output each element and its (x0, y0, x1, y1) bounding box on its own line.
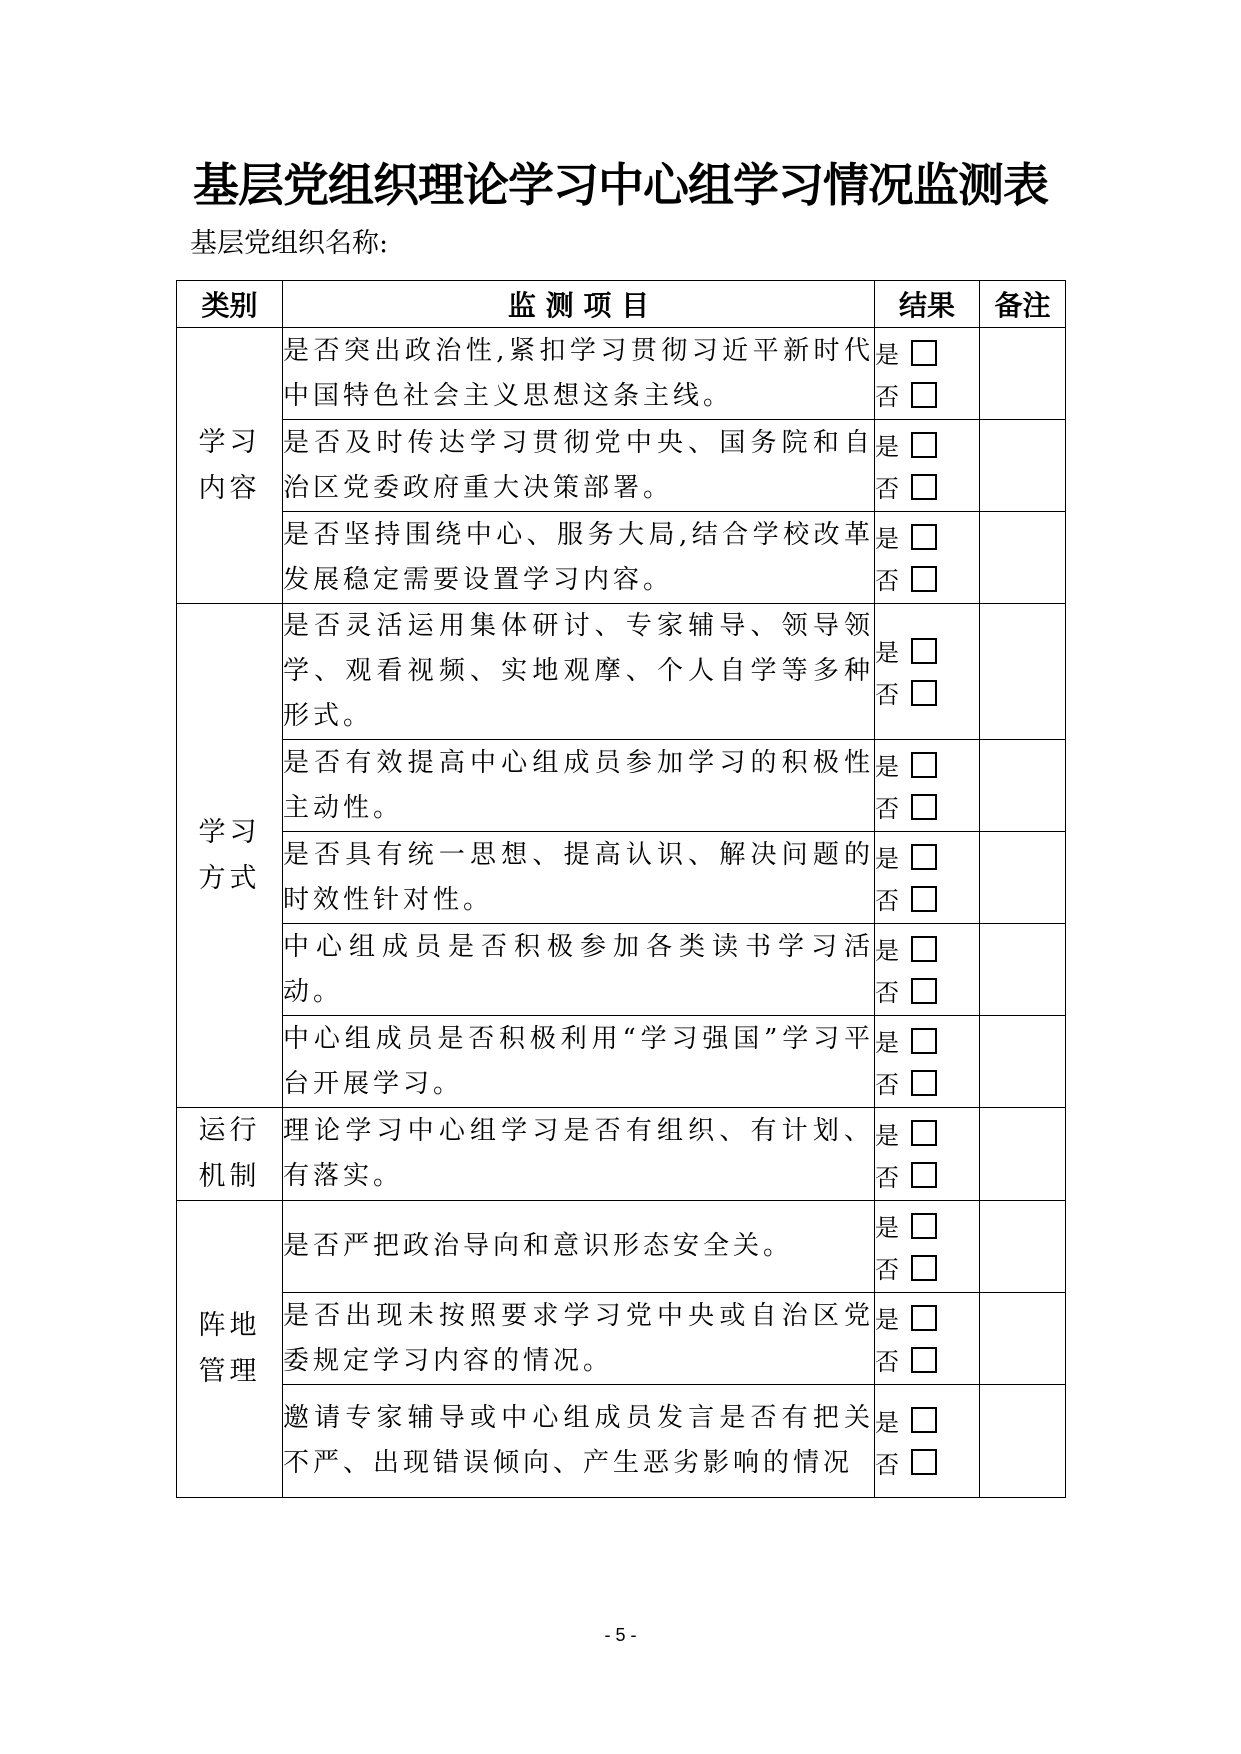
option-label-yes: 是 (875, 753, 899, 781)
table-row (177, 1293, 1066, 1385)
option-label-no: 否 (875, 475, 899, 503)
no-option (875, 1154, 979, 1196)
option-label-yes: 是 (875, 845, 899, 873)
yes-option (875, 836, 979, 878)
option-label-yes: 是 (875, 1029, 899, 1057)
yes-checkbox[interactable] (911, 1305, 937, 1331)
option-label-yes: 是 (875, 1306, 899, 1334)
result-cell (875, 832, 980, 924)
option-label-yes: 是 (875, 639, 899, 667)
category-cell (177, 328, 283, 604)
category-cell (177, 1108, 283, 1201)
result-cell (875, 740, 980, 832)
option-label-no: 否 (875, 1256, 899, 1284)
monitoring-item-text: 是否严把政治导向和意识形态安全关。 (283, 1201, 875, 1293)
document-title: 基层党组织理论学习中心组学习情况监测表 (193, 158, 1048, 212)
result-cell (875, 1293, 980, 1385)
remark-cell[interactable] (980, 328, 1066, 420)
remark-cell[interactable] (980, 512, 1066, 604)
remark-cell[interactable] (980, 924, 1066, 1016)
monitoring-item-text: 是否坚持围绕中心、服务大局,结合学校改革发展稳定需要设置学习内容。 (283, 512, 875, 604)
no-option (875, 1247, 979, 1289)
yes-option (875, 630, 979, 672)
remark-cell[interactable] (980, 1201, 1066, 1293)
no-checkbox[interactable] (911, 474, 937, 500)
option-label-no: 否 (875, 681, 899, 709)
header-category: 类别 (177, 281, 283, 328)
option-label-yes: 是 (875, 1214, 899, 1242)
no-checkbox[interactable] (911, 1449, 937, 1475)
table-row (177, 1108, 1066, 1201)
no-checkbox[interactable] (911, 1347, 937, 1373)
monitoring-table (176, 280, 1066, 1498)
yes-option (875, 1399, 979, 1441)
no-option (875, 786, 979, 828)
result-cell (875, 924, 980, 1016)
option-label-no: 否 (875, 1163, 899, 1192)
yes-option (875, 1112, 979, 1154)
option-label-yes: 是 (875, 1408, 899, 1437)
table-row (177, 1016, 1066, 1108)
option-label-yes: 是 (875, 1121, 899, 1150)
result-cell (875, 604, 980, 740)
table-row (177, 420, 1066, 512)
monitoring-item-text: 中心组成员是否积极参加各类读书学习活动。 (283, 924, 875, 1016)
organization-name-label: 基层党组织名称: (190, 228, 389, 259)
option-label-yes: 是 (875, 433, 899, 461)
no-option (875, 1339, 979, 1381)
yes-option (875, 928, 979, 970)
table-row (177, 604, 1066, 740)
result-cell (875, 1201, 980, 1293)
no-checkbox[interactable] (911, 566, 937, 592)
category-label: 方式 (198, 862, 261, 894)
monitoring-item-text: 中心组成员是否积极利用“学习强国”学习平台开展学习。 (283, 1016, 875, 1108)
table-row (177, 740, 1066, 832)
option-label-no: 否 (875, 887, 899, 915)
monitoring-item-text: 邀请专家辅导或中心组成员发言是否有把关不严、出现错误倾向、产生恶劣影响的情况 (283, 1385, 875, 1498)
category-label: 学习 (198, 816, 261, 848)
yes-checkbox[interactable] (911, 524, 937, 550)
header-result: 结果 (875, 281, 980, 328)
yes-checkbox[interactable] (911, 1213, 937, 1239)
option-label-no: 否 (875, 979, 899, 1007)
no-checkbox[interactable] (911, 1162, 937, 1188)
category-label: 管理 (198, 1356, 261, 1387)
no-option (875, 878, 979, 920)
no-checkbox[interactable] (911, 1070, 937, 1096)
yes-checkbox[interactable] (911, 936, 937, 962)
no-option (875, 1062, 979, 1104)
option-label-no: 否 (875, 1348, 899, 1376)
remark-cell[interactable] (980, 420, 1066, 512)
no-checkbox[interactable] (911, 680, 937, 706)
yes-checkbox[interactable] (911, 1120, 937, 1146)
yes-checkbox[interactable] (911, 844, 937, 870)
option-label-no: 否 (875, 1450, 899, 1479)
table-row (177, 924, 1066, 1016)
table-row (177, 328, 1066, 420)
monitoring-item-text: 是否具有统一思想、提高认识、解决问题的时效性针对性。 (283, 832, 875, 924)
no-option (875, 374, 979, 416)
no-checkbox[interactable] (911, 886, 937, 912)
table-body (177, 328, 1066, 1498)
category-label: 内容 (198, 472, 261, 504)
remark-cell[interactable] (980, 832, 1066, 924)
no-option (875, 1441, 979, 1483)
header-item: 监 测 项 目 (283, 281, 875, 328)
remark-cell[interactable] (980, 1108, 1066, 1201)
yes-checkbox[interactable] (911, 1407, 937, 1433)
monitoring-item-text: 是否有效提高中心组成员参加学习的积极性主动性。 (283, 740, 875, 832)
table-row (177, 832, 1066, 924)
table-row (177, 512, 1066, 604)
yes-option (875, 332, 979, 374)
result-cell (875, 512, 980, 604)
monitoring-item-text: 是否出现未按照要求学习党中央或自治区党委规定学习内容的情况。 (283, 1293, 875, 1385)
no-checkbox[interactable] (911, 978, 937, 1004)
remark-cell[interactable] (980, 1385, 1066, 1498)
yes-option (875, 1205, 979, 1247)
result-cell (875, 1016, 980, 1108)
option-label-no: 否 (875, 383, 899, 411)
result-cell (875, 1108, 980, 1201)
no-checkbox[interactable] (911, 382, 937, 408)
monitoring-item-text: 是否灵活运用集体研讨、专家辅导、领导领学、观看视频、实地观摩、个人自学等多种形式。 (283, 604, 875, 740)
header-remark: 备注 (980, 281, 1066, 328)
category-label: 学习 (198, 426, 261, 458)
table-row (177, 1385, 1066, 1498)
monitoring-item-text: 是否突出政治性,紧扣学习贯彻习近平新时代中国特色社会主义思想这条主线。 (283, 328, 875, 420)
option-label-yes: 是 (875, 525, 899, 553)
option-label-no: 否 (875, 795, 899, 823)
monitoring-item-text: 理论学习中心组学习是否有组织、有计划、有落实。 (283, 1108, 875, 1201)
category-cell (177, 1201, 283, 1498)
result-cell (875, 328, 980, 420)
option-label-no: 否 (875, 567, 899, 595)
category-label: 机制 (198, 1161, 261, 1192)
monitoring-item-text: 是否及时传达学习贯彻党中央、国务院和自治区党委政府重大决策部署。 (283, 420, 875, 512)
yes-checkbox[interactable] (911, 432, 937, 458)
yes-checkbox[interactable] (911, 340, 937, 366)
yes-option (875, 1020, 979, 1062)
yes-option (875, 744, 979, 786)
option-label-yes: 是 (875, 341, 899, 369)
no-option (875, 466, 979, 508)
yes-option (875, 424, 979, 466)
remark-cell[interactable] (980, 1016, 1066, 1108)
yes-option (875, 516, 979, 558)
result-cell (875, 420, 980, 512)
no-option (875, 558, 979, 600)
option-label-no: 否 (875, 1071, 899, 1099)
table-header-row (177, 281, 1066, 328)
no-option (875, 970, 979, 1012)
yes-checkbox[interactable] (911, 638, 937, 664)
yes-checkbox[interactable] (911, 1028, 937, 1054)
yes-option (875, 1297, 979, 1339)
result-cell (875, 1385, 980, 1498)
no-checkbox[interactable] (911, 794, 937, 820)
category-label: 运行 (198, 1115, 261, 1146)
remark-cell[interactable] (980, 1293, 1066, 1385)
option-label-yes: 是 (875, 937, 899, 965)
no-checkbox[interactable] (911, 1255, 937, 1281)
page-number: - 5 - (604, 1625, 637, 1645)
category-cell (177, 604, 283, 1108)
remark-cell[interactable] (980, 604, 1066, 740)
remark-cell[interactable] (980, 740, 1066, 832)
no-option (875, 672, 979, 714)
yes-checkbox[interactable] (911, 752, 937, 778)
category-label: 阵地 (198, 1310, 261, 1341)
table-row (177, 1201, 1066, 1293)
